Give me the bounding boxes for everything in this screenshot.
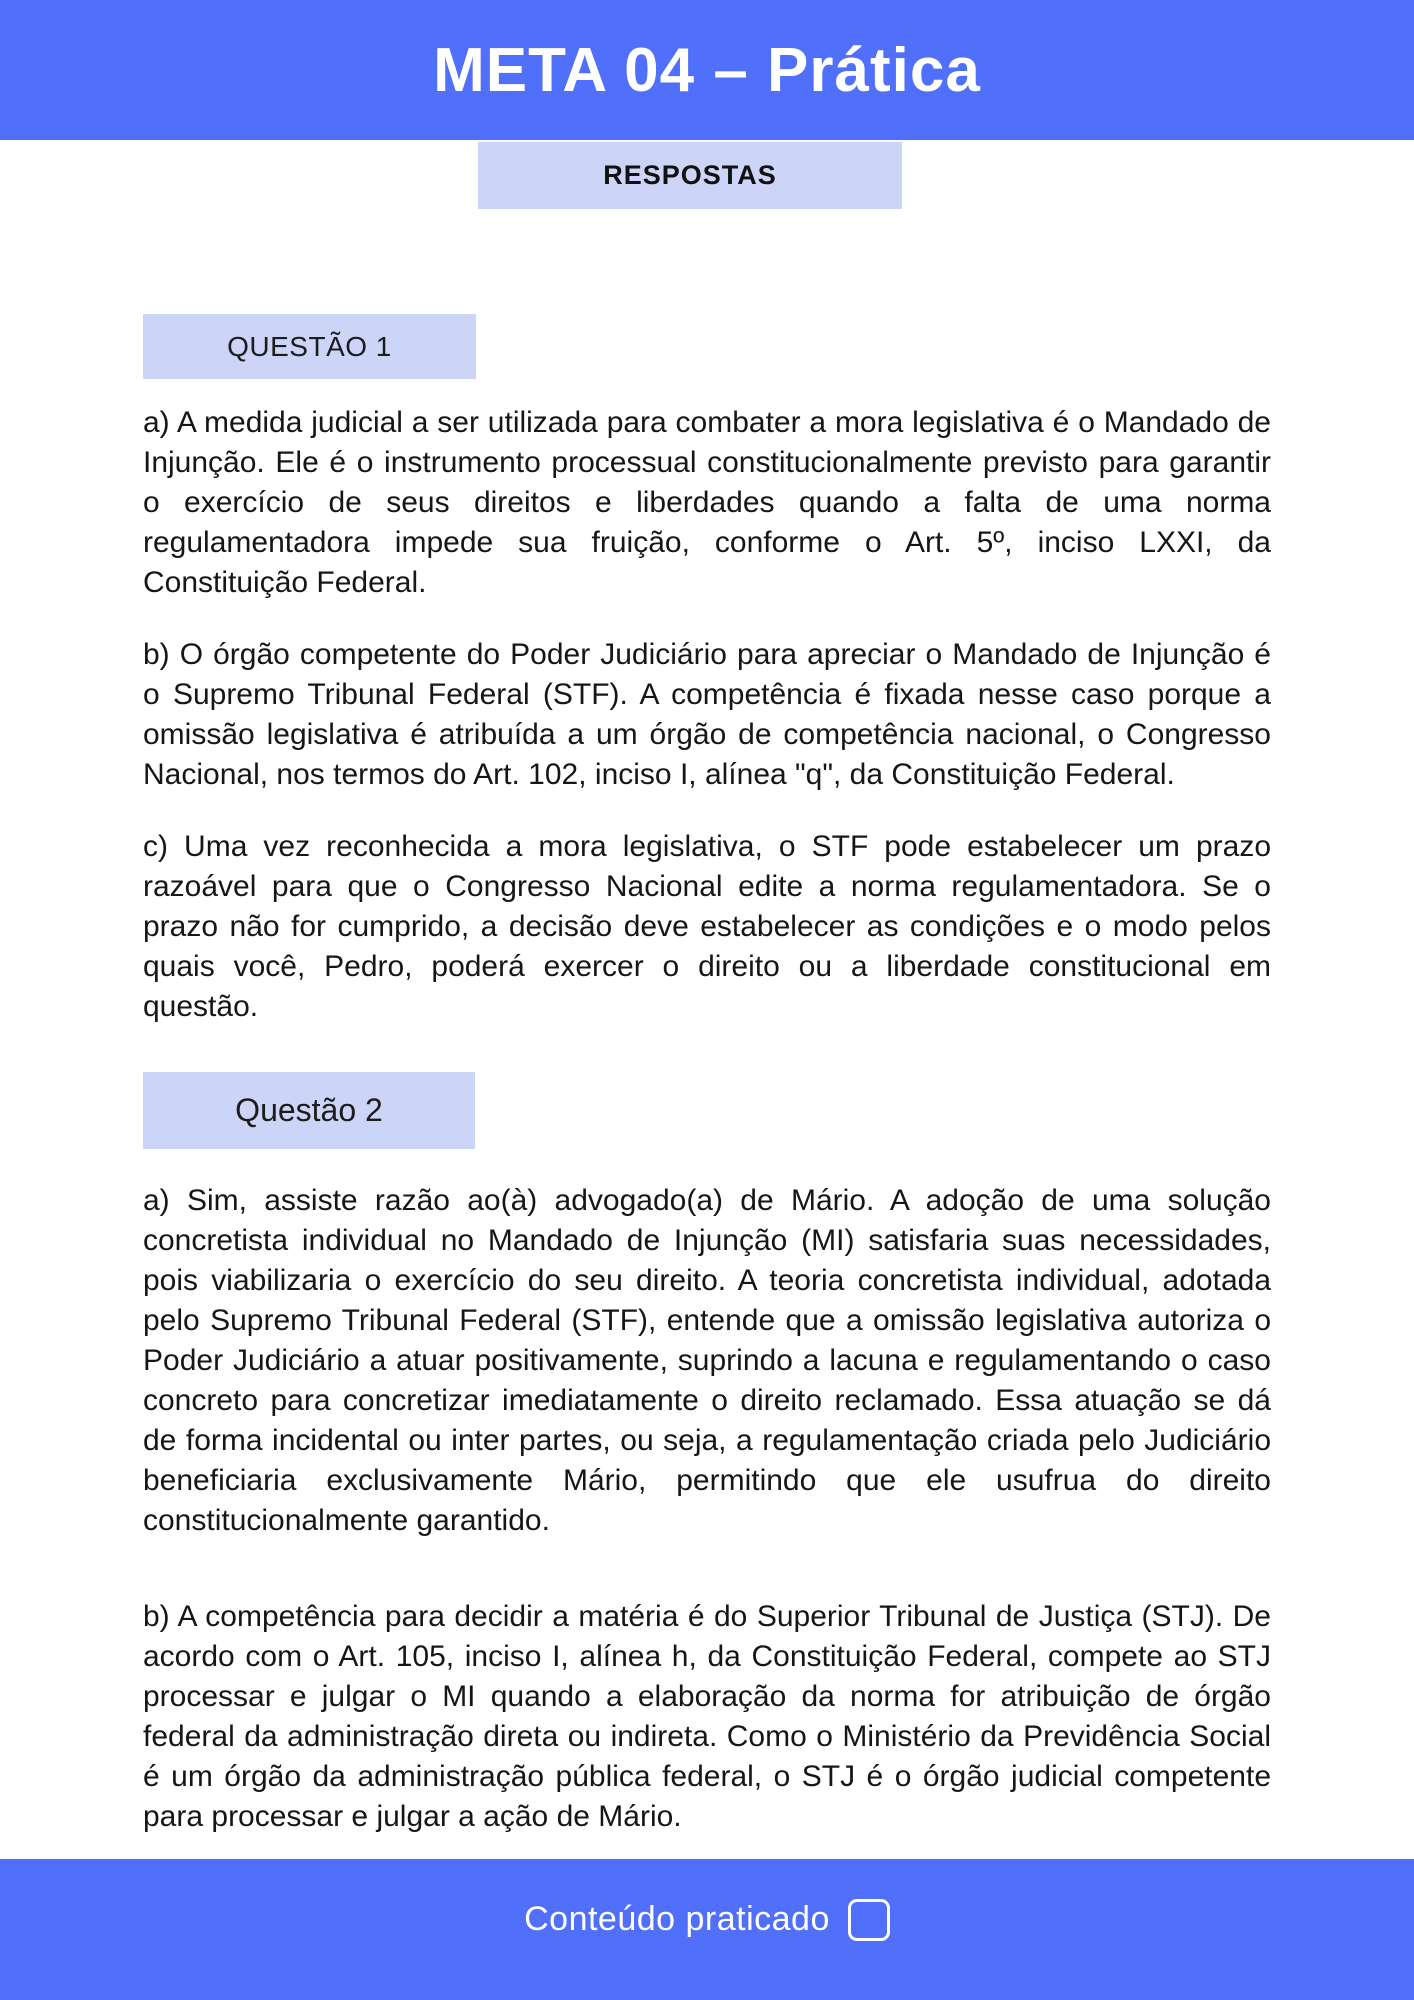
answer-1c: c) Uma vez reconhecida a mora legislativa, o STF pode estabelecer um prazo razoável para que o Congresso Nacional edite a norma regulamentadora. Se o prazo não for cumprido, a decisão deve estabelecer as condições e o modo pelos quais você, Pedro, poderá exercer o direito ou a liberdade constitucional em questão. — [143, 830, 1271, 1023]
page-footer — [0, 1859, 1414, 2000]
question-1-label — [143, 314, 476, 379]
page-title: META 04 – Prática — [433, 35, 981, 105]
question-2-label-text: Questão 2 — [235, 1092, 383, 1128]
practiced-checkbox[interactable] — [848, 1899, 890, 1941]
answer-1a: a) A medida judicial a ser utilizada para combater a mora legislativa é o Mandado de Injunção. Ele é o instrumento processual constitucionalmente previsto para garantir o exercício de seus direitos e liberdades quando a falta de uma norma regulamentadora impede sua fruição, conforme o Art. 5º, inciso LXXI, da Constituição Federal. — [143, 406, 1271, 599]
answer-2a: a) Sim, assiste razão ao(à) advogado(a) de Mário. A adoção de uma solução concretista individual no Mandado de Injunção (MI) satisfaria suas necessidades, pois viabilizaria o exercício do seu direito. A teoria concretista individual, adotada pelo Supremo Tribunal Federal (STF), entende que a omissão legislativa autoriza o Poder Judiciário a atuar positivamente, suprindo a lacuna e regulamentando o caso concreto para concretizar imediatamente o direito reclamado. Essa atuação se dá de forma incidental ou inter partes, ou seja, a regulamentação criada pelo Judiciário beneficiaria exclusivamente Mário, permitindo que ele usufrua do direito constitucionalmente garantido. — [143, 1184, 1271, 1537]
respostas-banner — [478, 142, 902, 209]
respostas-label: RESPOSTAS — [603, 160, 777, 190]
question-2-label — [143, 1072, 475, 1149]
page-header — [0, 0, 1414, 140]
answer-1b: b) O órgão competente do Poder Judiciário para apreciar o Mandado de Injunção é o Supremo Tribunal Federal (STF). A competência é fixada nesse caso porque a omissão legislativa é atribuída a um órgão de competência nacional, o Congresso Nacional, nos termos do Art. 102, inciso I, alínea "q", da Constituição Federal. — [143, 638, 1271, 791]
answer-2b: b) A competência para decidir a matéria é do Superior Tribunal de Justiça (STJ). De acordo com o Art. 105, inciso I, alínea h, da Constituição Federal, compete ao STJ processar e julgar o MI quando a elaboração da norma for atribuição de órgão federal da administração direta ou indireta. Como o Ministério da Previdência Social é um órgão da administração pública federal, o STJ é o órgão judicial competente para processar e julgar a ação de Mário. — [143, 1600, 1271, 1833]
answers-content — [0, 314, 1414, 1837]
question-1-label-text: QUESTÃO 1 — [227, 330, 392, 362]
footer-label: Conteúdo praticado — [524, 1900, 830, 1938]
